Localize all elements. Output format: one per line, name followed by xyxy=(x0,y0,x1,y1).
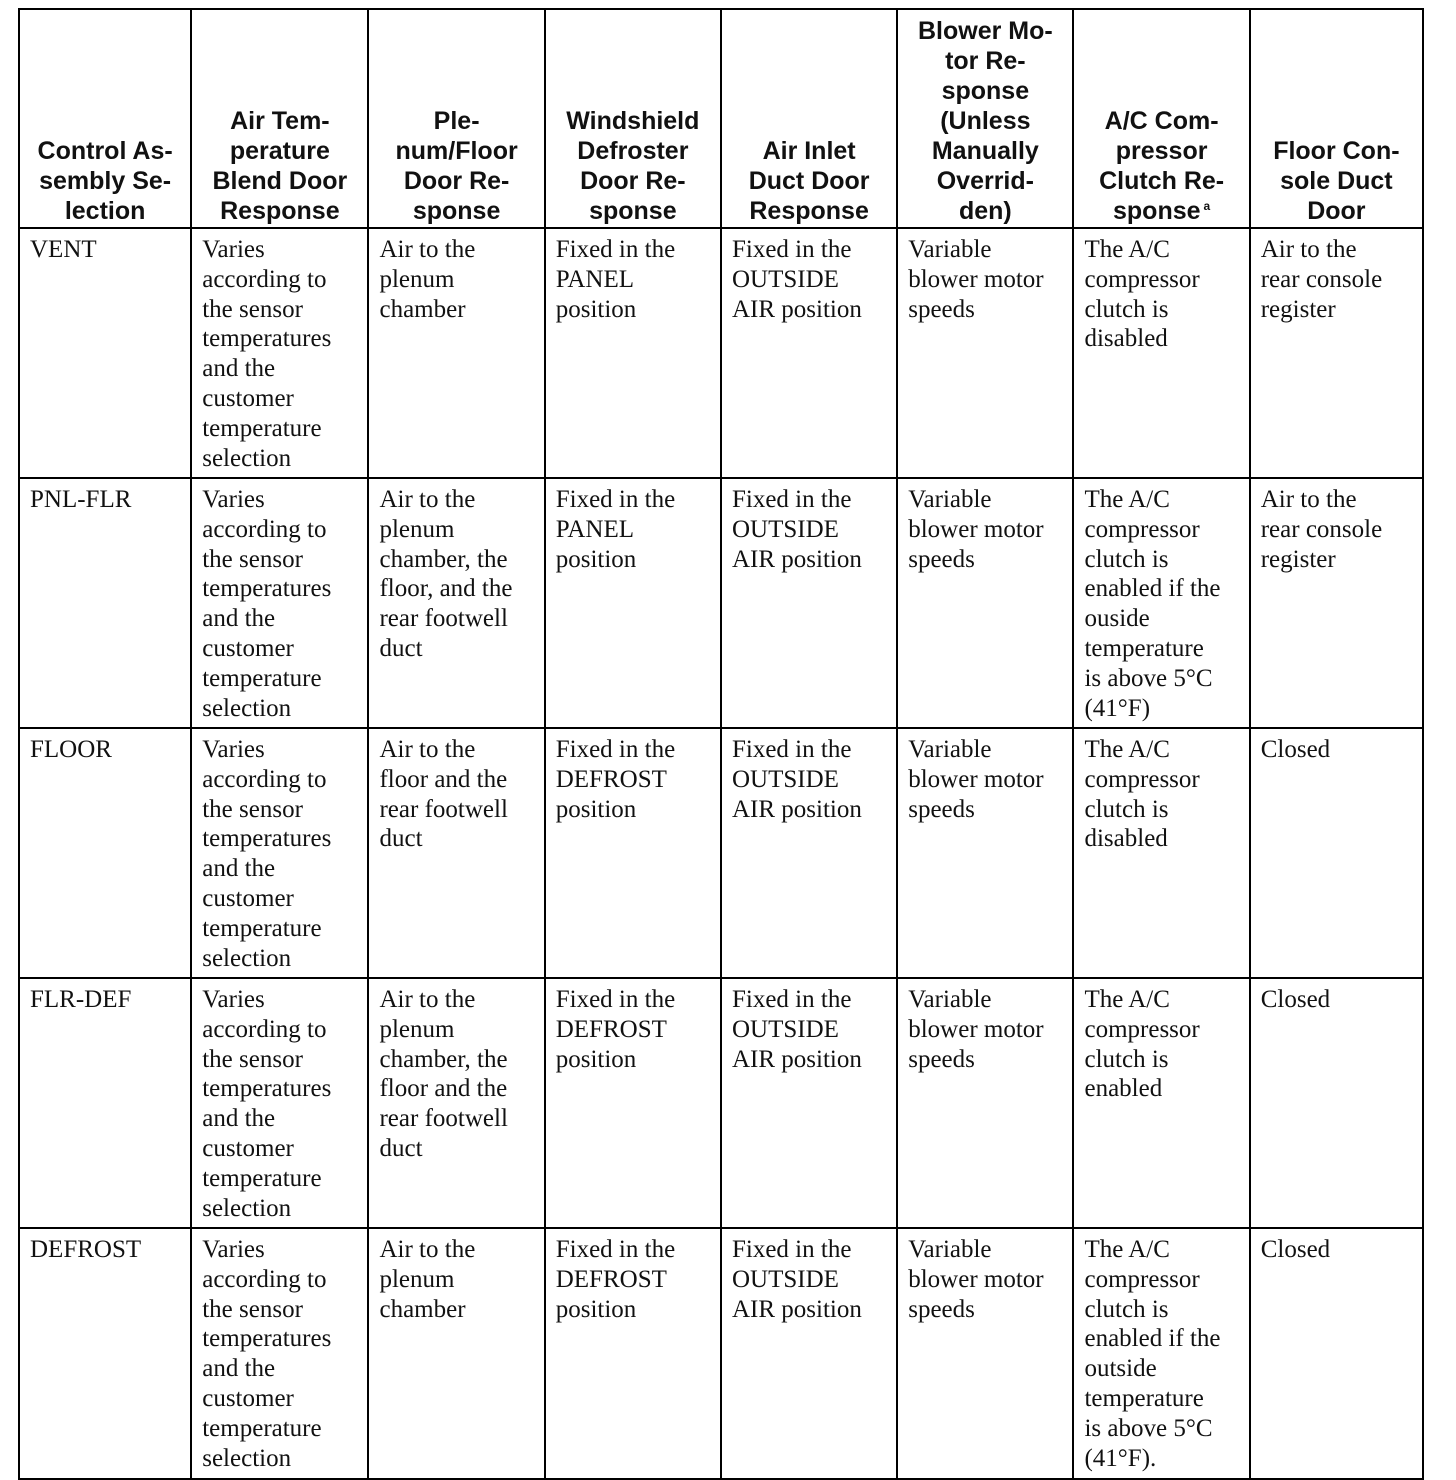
table-cell: The A/C compressor clutch is enabled xyxy=(1073,978,1249,1228)
header-label: Ple- num/Floor Door Re- sponse xyxy=(395,107,518,225)
table-cell: PNL-FLR xyxy=(19,478,191,728)
table-cell: Fixed in the PANEL position xyxy=(545,228,721,478)
header-control-assembly-selection xyxy=(19,9,191,228)
table-cell: Fixed in the DEFROST position xyxy=(545,1228,721,1479)
table-row xyxy=(19,228,1423,478)
header-label: Floor Con- sole Duct Door xyxy=(1273,137,1400,225)
table-cell: Air to the plenum chamber, the floor and the rear footwell duct xyxy=(368,978,544,1228)
header-windshield-defroster-door xyxy=(545,9,721,228)
footnote-mark: a xyxy=(1203,198,1211,213)
table-cell: Fixed in the OUTSIDE AIR position xyxy=(721,478,897,728)
table-cell: Varies according to the sensor temperatures and the customer temperature selection xyxy=(191,728,368,978)
table-cell: Fixed in the PANEL position xyxy=(545,478,721,728)
table-cell: Varies according to the sensor temperatures and the customer temperature selection xyxy=(191,978,368,1228)
header-label: Blower Mo- tor Re- sponse (Unless Manually Overrid- den) xyxy=(918,17,1053,225)
table-cell: Fixed in the DEFROST position xyxy=(545,728,721,978)
table-cell: Variable blower motor speeds xyxy=(897,728,1073,978)
table-cell: Closed xyxy=(1250,1228,1423,1479)
table-row xyxy=(19,978,1423,1228)
table-cell: Varies according to the sensor temperatures and the customer temperature selection xyxy=(191,228,368,478)
header-label: Windshield Defroster Door Re- sponse xyxy=(566,107,700,225)
table-row xyxy=(19,1228,1423,1479)
table-cell: Air to the rear console register xyxy=(1250,478,1423,728)
table-cell: Fixed in the OUTSIDE AIR position xyxy=(721,228,897,478)
table-cell: Variable blower motor speeds xyxy=(897,978,1073,1228)
header-label: Air Tem- perature Blend Door Response xyxy=(212,107,348,225)
header-blower-motor xyxy=(897,9,1073,228)
table-cell: Fixed in the DEFROST position xyxy=(545,978,721,1228)
table-cell: Air to the plenum chamber xyxy=(368,228,544,478)
header-floor-console-duct-door xyxy=(1250,9,1423,228)
table-header xyxy=(19,9,1423,228)
table-cell: FLOOR xyxy=(19,728,191,978)
header-plenum-floor-door xyxy=(368,9,544,228)
control-response-table xyxy=(18,8,1424,1480)
table-cell: Closed xyxy=(1250,978,1423,1228)
table-cell: The A/C compressor clutch is enabled if the ouside temperature is above 5°C (41°F) xyxy=(1073,478,1249,728)
table-row xyxy=(19,728,1423,978)
table-cell: Varies according to the sensor temperatures and the customer temperature selection xyxy=(191,1228,368,1479)
table-cell: The A/C compressor clutch is enabled if the outside temperature is above 5°C (41°F). xyxy=(1073,1228,1249,1479)
table-cell: FLR-DEF xyxy=(19,978,191,1228)
header-air-inlet-duct-door xyxy=(721,9,897,228)
header-label: Air Inlet Duct Door Response xyxy=(748,137,870,225)
header-label: Control As- sembly Se- lection xyxy=(37,137,173,225)
table-cell: Air to the plenum chamber xyxy=(368,1228,544,1479)
header-label: A/C Com- pressor Clutch Re- sponse $^a$ xyxy=(1099,107,1225,225)
header-air-temperature-blend-door xyxy=(191,9,368,228)
table-cell: VENT xyxy=(19,228,191,478)
table-cell: Fixed in the OUTSIDE AIR position xyxy=(721,1228,897,1479)
table-cell: Fixed in the OUTSIDE AIR position xyxy=(721,978,897,1228)
table-cell: The A/C compressor clutch is disabled xyxy=(1073,228,1249,478)
table-cell: Variable blower motor speeds xyxy=(897,478,1073,728)
header-row xyxy=(19,9,1423,228)
header-ac-compressor-clutch xyxy=(1073,9,1249,228)
table-cell: Air to the rear console register xyxy=(1250,228,1423,478)
table-cell: Varies according to the sensor temperatures and the customer temperature selection xyxy=(191,478,368,728)
table-cell: Fixed in the OUTSIDE AIR position xyxy=(721,728,897,978)
table-cell: DEFROST xyxy=(19,1228,191,1479)
table-cell: Closed xyxy=(1250,728,1423,978)
table-cell: Air to the floor and the rear footwell duct xyxy=(368,728,544,978)
table-cell: Variable blower motor speeds xyxy=(897,1228,1073,1479)
table-cell: Variable blower motor speeds xyxy=(897,228,1073,478)
table-cell: Air to the plenum chamber, the floor, and the rear footwell duct xyxy=(368,478,544,728)
table-row xyxy=(19,478,1423,728)
table-body xyxy=(19,228,1423,1479)
table-cell: The A/C compressor clutch is disabled xyxy=(1073,728,1249,978)
